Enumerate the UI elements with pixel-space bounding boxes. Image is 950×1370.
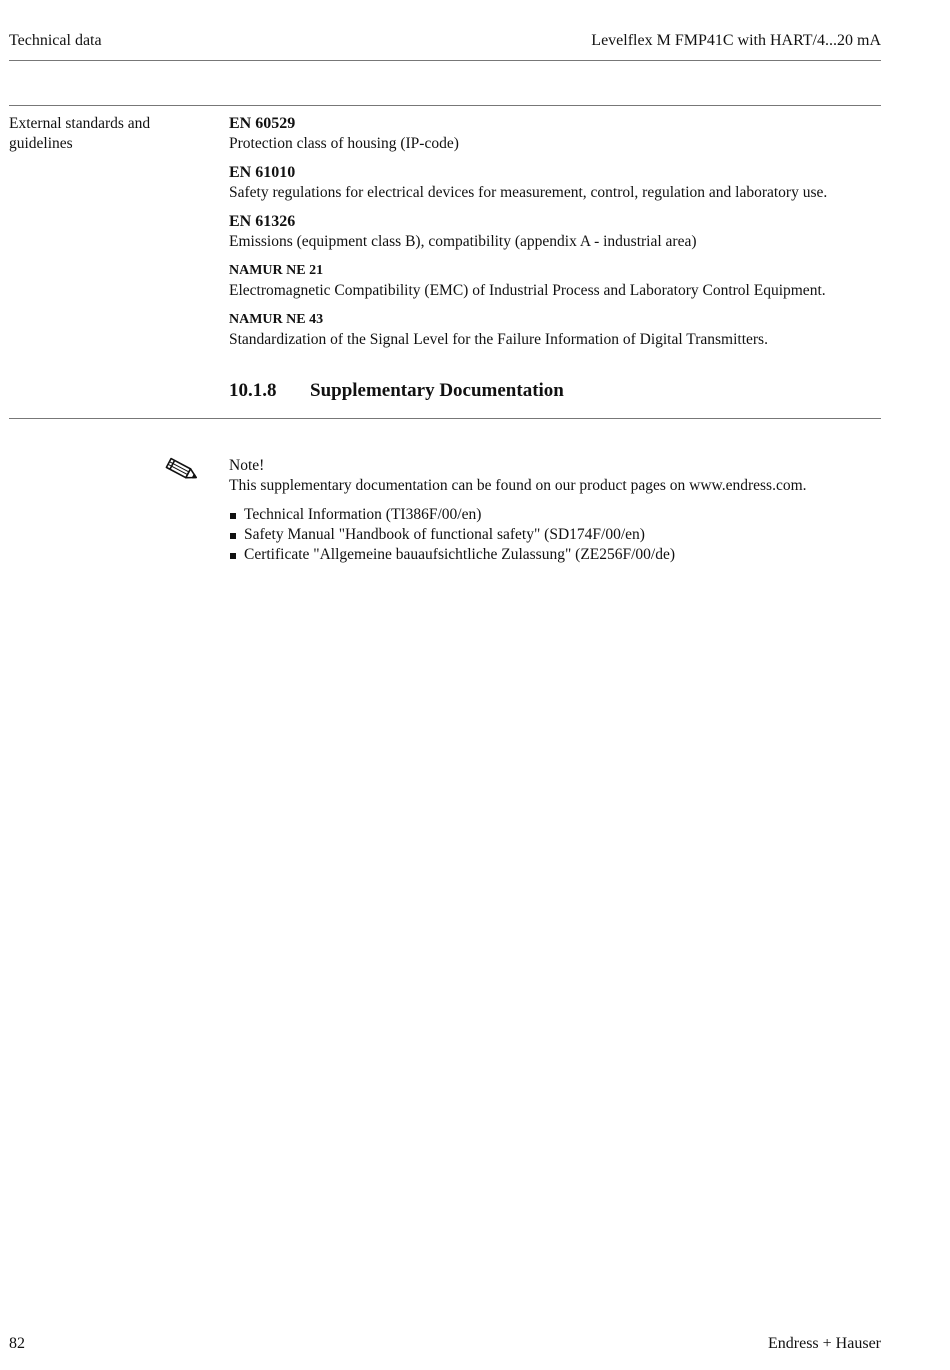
list-item-text: Technical Information (TI386F/00/en) xyxy=(244,506,482,523)
section-title: Supplementary Documentation xyxy=(310,380,564,401)
standard-en-60529 xyxy=(229,114,889,154)
standard-title: EN 61010 xyxy=(229,164,296,181)
standard-description: Safety regulations for electrical devices for measurement, control, regulation and laboratory use. xyxy=(229,184,828,201)
header-divider xyxy=(9,60,881,61)
standards-divider xyxy=(9,105,881,106)
standard-en-61010 xyxy=(229,163,889,203)
list-item xyxy=(229,525,889,545)
section-heading xyxy=(229,379,564,403)
standard-description: Emissions (equipment class B), compatibility (appendix A - industrial area) xyxy=(229,233,697,250)
section-divider xyxy=(9,418,881,419)
header-section-title: Technical data xyxy=(9,32,102,49)
pencil-note-icon xyxy=(161,455,203,485)
note-block xyxy=(229,456,889,496)
bullet-square-icon xyxy=(230,533,236,539)
documentation-list xyxy=(229,505,889,565)
standard-title: EN 61326 xyxy=(229,213,296,230)
standard-en-61326 xyxy=(229,212,889,252)
side-label-line-2: guidelines xyxy=(9,135,73,152)
section-number: 10.1.8 xyxy=(229,380,277,401)
bullet-square-icon xyxy=(230,513,236,519)
list-item-text: Certificate "Allgemeine bauaufsichtliche Zulassung" (ZE256F/00/de) xyxy=(244,546,676,563)
standard-description: Standardization of the Signal Level for the Failure Information of Digital Transmitters. xyxy=(229,331,768,348)
standard-namur-ne-43 xyxy=(229,310,889,350)
standard-title: EN 60529 xyxy=(229,115,296,132)
list-item xyxy=(229,505,889,525)
standard-title: NAMUR NE 43 xyxy=(229,312,324,327)
page-number: 82 xyxy=(9,1335,25,1352)
standards-side-label xyxy=(9,114,209,154)
footer-brand: Endress + Hauser xyxy=(768,1335,881,1352)
header-document-title: Levelflex M FMP41C with HART/4...20 mA xyxy=(591,32,881,49)
standard-namur-ne-21 xyxy=(229,261,889,301)
list-item-text: Safety Manual "Handbook of functional safety" (SD174F/00/en) xyxy=(244,526,645,543)
note-text: This supplementary documentation can be found on our product pages on www.endress.com. xyxy=(229,477,807,494)
standard-title: NAMUR NE 21 xyxy=(229,263,324,278)
side-label-line-1: External standards and xyxy=(9,115,151,132)
standard-description: Electromagnetic Compatibility (EMC) of Industrial Process and Laboratory Control Equipment. xyxy=(229,282,826,299)
list-item xyxy=(229,545,889,565)
note-label: Note! xyxy=(229,457,265,474)
bullet-square-icon xyxy=(230,553,236,559)
standard-description: Protection class of housing (IP-code) xyxy=(229,135,459,152)
